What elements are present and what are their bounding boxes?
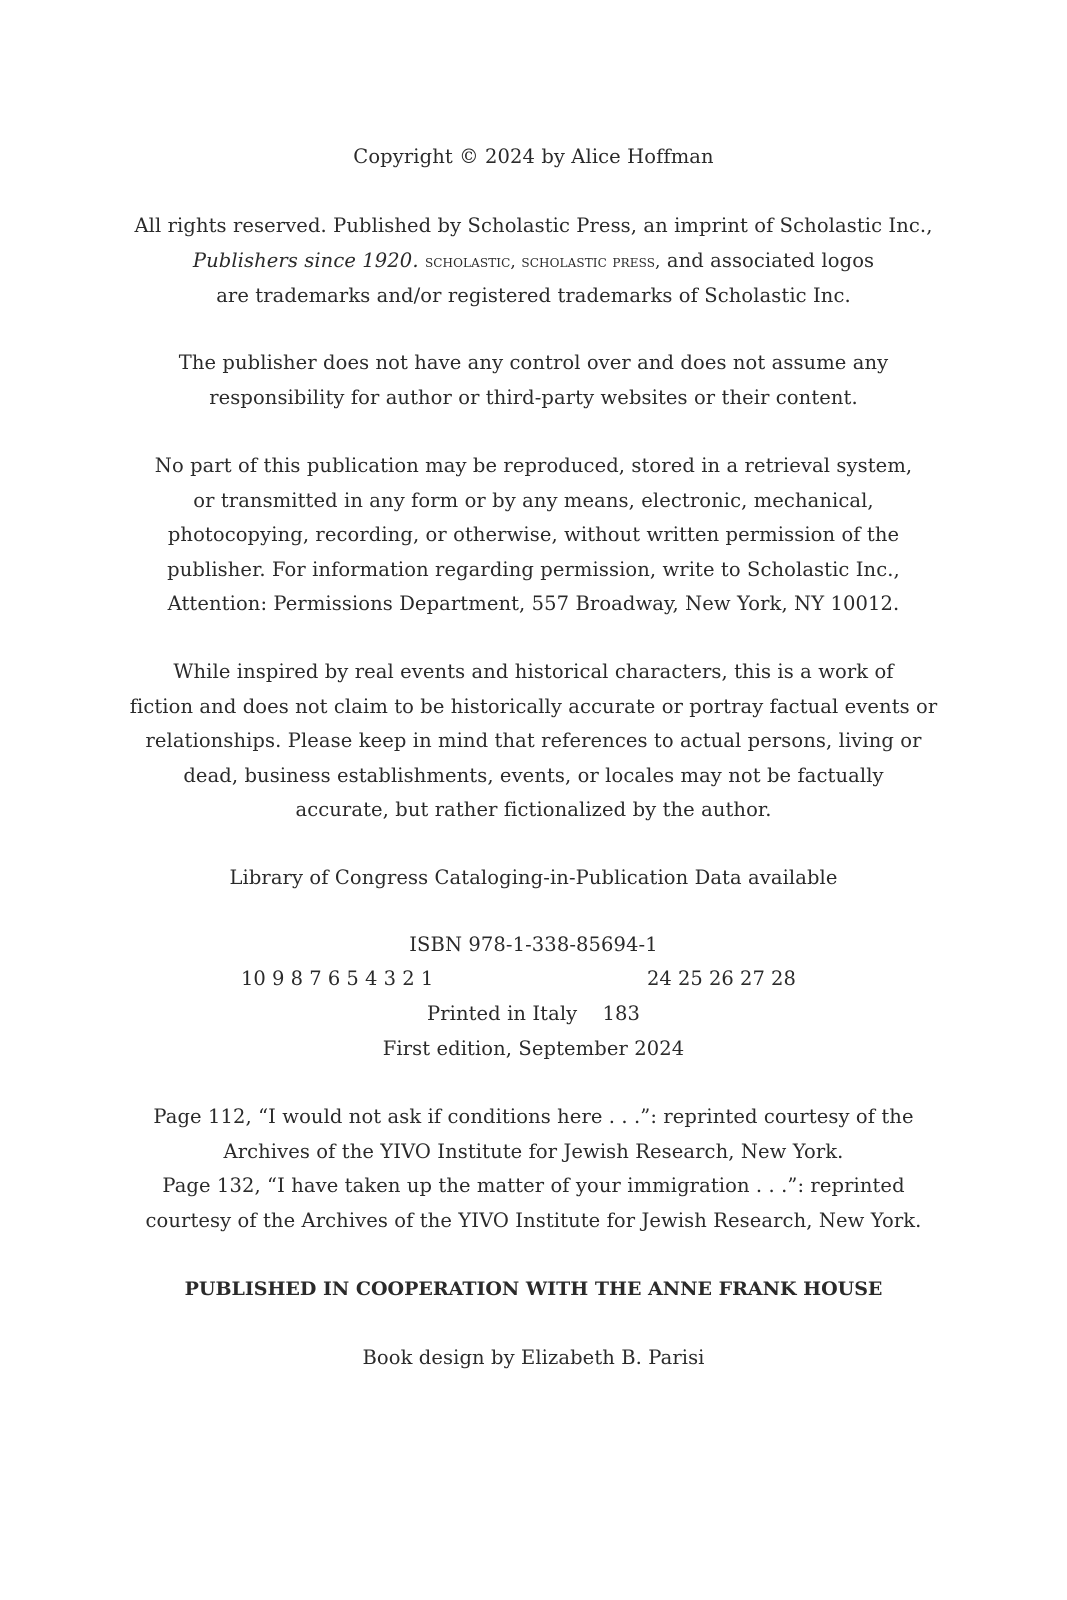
printing-line-row xyxy=(0,962,1067,996)
edition-line: First edition, September 2024 xyxy=(382,1037,685,1060)
rights-line-2: Publishers since 1920. scholastic, scholastic press, and associated logos xyxy=(192,248,875,272)
no-part-paragraph: No part of this publication may be reproduced, stored in a retrieval system, or transmitted in any form or by any means, electronic, mechanical, photocopying, recording, or otherwise, without written permission of the publisher. For information regarding permission, write to Scholastic Inc., Attention: Permissions Department, 557 Broadway, New York, NY 10012. xyxy=(154,454,913,615)
printed-code: 183 xyxy=(602,1002,641,1025)
rights-line-1: All rights reserved. Published by Scholastic Press, an imprint of Scholastic Inc., xyxy=(134,214,933,237)
design-credit: Book design by Elizabeth B. Parisi xyxy=(362,1346,705,1369)
isbn-line: ISBN 978-1-338-85694-1 xyxy=(409,933,658,956)
year-numbers: 24 25 26 27 28 xyxy=(647,967,796,990)
rights-line-3: are trademarks and/or registered trademarks of Scholastic Inc. xyxy=(216,284,851,307)
rights-paragraph xyxy=(0,209,1067,314)
fiction-notice-paragraph: While inspired by real events and historical characters, this is a work of fiction and does not claim to be historically accurate or portray factual events or relationships. Please keep in mind that references to actual persons, living or dead, business establishments, events, or locales may not be factually accurate, but rather fictionalized by the author. xyxy=(129,660,938,821)
printed-in-line xyxy=(0,997,1067,1032)
copyright-line: Copyright © 2024 by Alice Hoffman xyxy=(353,145,714,168)
printed-in-country: Printed in Italy xyxy=(426,1002,578,1025)
cooperation-heading: PUBLISHED IN COOPERATION WITH THE ANNE FRANK HOUSE xyxy=(184,1278,883,1300)
permissions-paragraph: Page 112, “I would not ask if conditions here . . .”: reprinted courtesy of the Archives of the YIVO Institute for Jewish Research, New York. Page 132, “I have taken up the matter of your immigration . . .”: reprinted courtesy of the Archives of the YIVO Institute for Jewish Research, New York. xyxy=(145,1105,922,1232)
publisher-control-paragraph: The publisher does not have any control over and does not assume any responsibility for author or third-party websites or their content. xyxy=(178,351,889,409)
cip-line: Library of Congress Cataloging-in-Publication Data available xyxy=(229,866,838,889)
printing-numbers: 10 9 8 7 6 5 4 3 2 1 xyxy=(241,967,434,990)
